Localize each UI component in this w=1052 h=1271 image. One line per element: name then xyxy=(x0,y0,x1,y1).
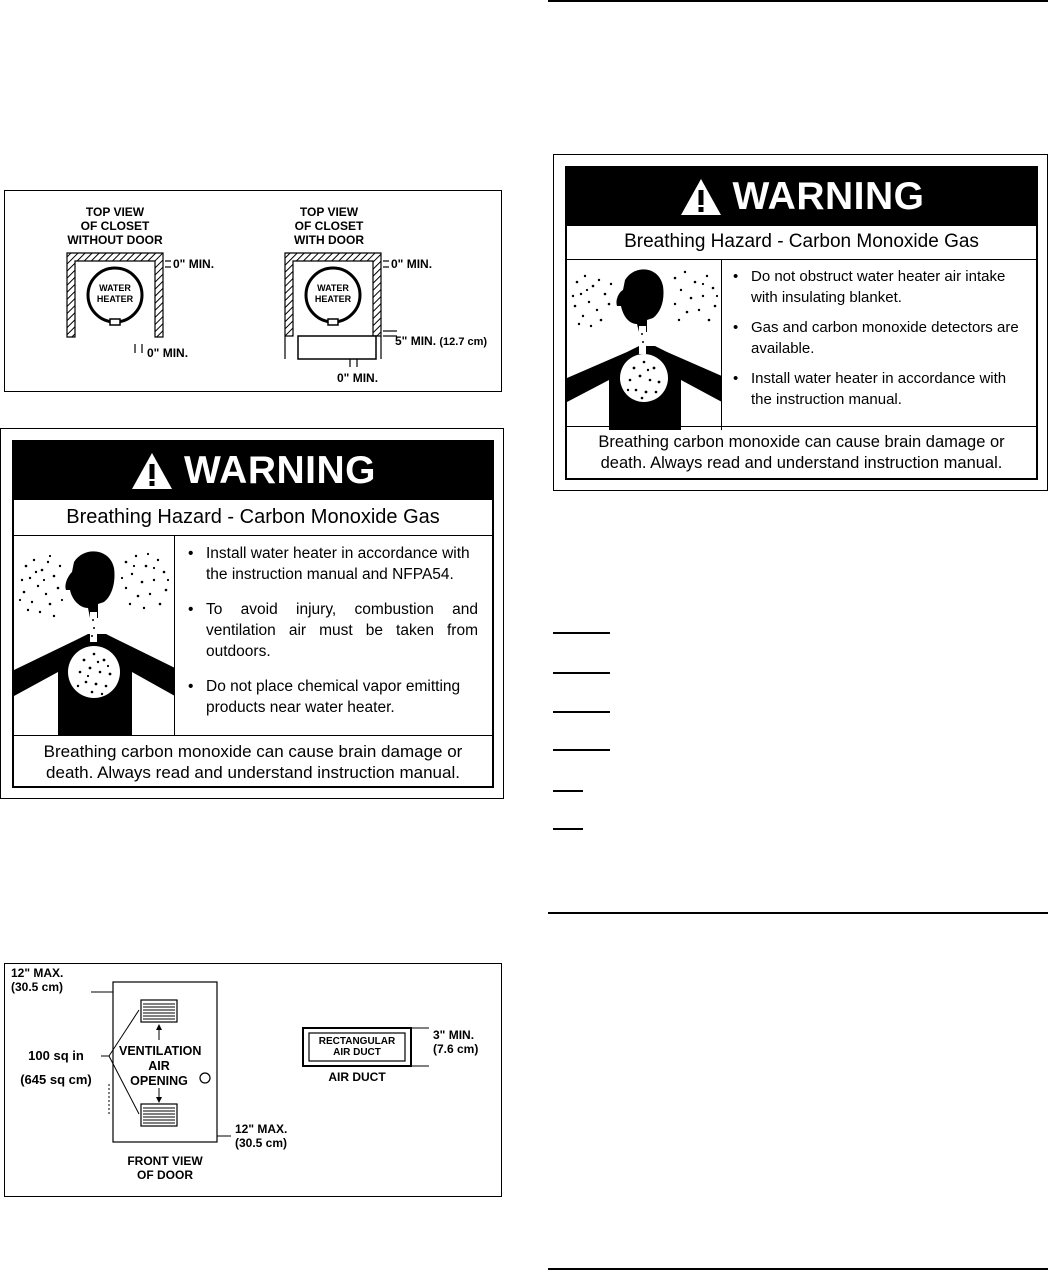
list-item: • To avoid injury, combustion and ventilation air must be taken from outdoors. xyxy=(188,601,478,660)
top-max-label: 12" MAX. (30.5 cm) xyxy=(11,966,64,994)
left-front-clearance: 0" MIN. xyxy=(147,346,189,360)
right-heater-label: WATER HEATER xyxy=(314,283,352,304)
section-rule-middle xyxy=(548,912,1048,914)
warning-triangle-icon xyxy=(130,451,174,491)
warning-header: WARNING xyxy=(567,168,1036,226)
duct-min-label: 3" MIN. (7.6 cm) xyxy=(433,1028,479,1056)
closet-door xyxy=(298,336,376,359)
right-closet-title: TOP VIEW OF CLOSET WITH DOOR xyxy=(294,205,364,247)
co-hazard-figure xyxy=(567,260,722,430)
area-label: 100 sq in (645 sq cm) xyxy=(20,1048,92,1087)
list-item: • Do not place chemical vapor emitting products near water heater. xyxy=(188,678,461,716)
list-item: • Do not obstruct water heater air intake with insulating blanket. xyxy=(733,268,1006,306)
door-knob xyxy=(200,1073,210,1083)
list-item: • Install water heater in accordance with the instruction manual and NFPA54. xyxy=(188,545,470,583)
warning-bullet-list xyxy=(184,543,478,718)
blank-line xyxy=(553,790,583,792)
door-caption: FRONT VIEW OF DOOR xyxy=(127,1154,203,1182)
right-door-clearance: 0" MIN. xyxy=(337,371,379,385)
door-ventilation-figure xyxy=(4,963,502,1197)
warning-bullet-list xyxy=(729,266,1025,410)
blank-line xyxy=(553,828,583,830)
warning-triangle-icon xyxy=(679,177,723,217)
bottom-max-label: 12" MAX. (30.5 cm) xyxy=(235,1122,288,1150)
left-side-clearance: 0" MIN. xyxy=(173,257,215,271)
right-side-clearance: 0" MIN. xyxy=(391,257,433,271)
person-breathing-co-icon xyxy=(567,260,722,430)
list-item: • Gas and carbon monoxide detectors are available. xyxy=(733,319,1019,357)
warning-label-left xyxy=(0,428,504,799)
section-rule-top xyxy=(548,0,1048,2)
warning-label-right xyxy=(553,154,1048,491)
duct-label: RECTANGULAR AIR DUCT xyxy=(318,1036,396,1058)
warning-header: WARNING xyxy=(14,442,492,500)
blank-line xyxy=(553,711,610,713)
person-breathing-co-icon xyxy=(14,536,175,735)
left-heater-label: WATER HEATER xyxy=(96,283,134,304)
closet-clearance-figure xyxy=(4,190,502,392)
warning-subtitle: Breathing Hazard - Carbon Monoxide Gas xyxy=(14,500,492,536)
duct-caption: AIR DUCT xyxy=(328,1070,386,1084)
blank-line xyxy=(553,632,610,634)
warning-subtitle: Breathing Hazard - Carbon Monoxide Gas xyxy=(567,226,1036,260)
warning-footer: Breathing carbon monoxide can cause brain damage or death. Always read and understand instruction manual. xyxy=(14,735,492,786)
right-front-clearance: 5" MIN. (12.7 cm) xyxy=(395,334,488,348)
blank-line xyxy=(553,672,610,674)
left-closet-title: TOP VIEW OF CLOSET WITHOUT DOOR xyxy=(67,205,163,247)
list-item: • Install water heater in accordance with the instruction manual. xyxy=(733,370,1007,408)
ventilation-opening-label: VENTILATION AIR OPENING xyxy=(119,1044,202,1088)
co-hazard-figure xyxy=(14,536,175,735)
blank-line xyxy=(553,749,610,751)
warning-footer: Breathing carbon monoxide can cause brain damage or death. Always read and understand instruction manual. xyxy=(567,426,1036,478)
section-rule-bottom xyxy=(548,1268,1048,1270)
